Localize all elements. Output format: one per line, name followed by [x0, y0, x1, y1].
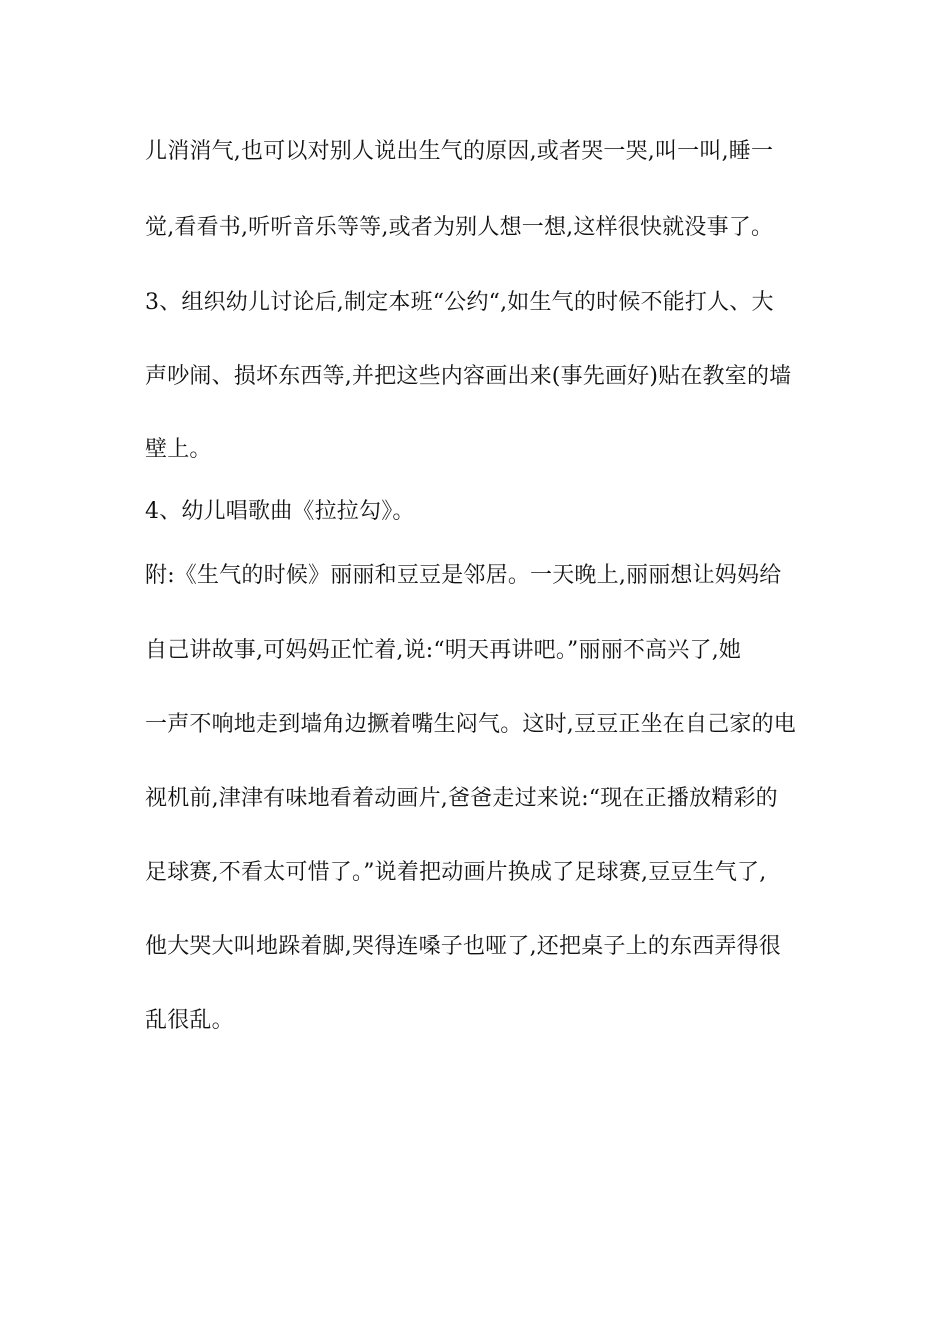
paragraph-line: 乱很乱。: [145, 1008, 234, 1033]
paragraph-line: 壁上。: [145, 437, 212, 462]
paragraph-line: 他大哭大叫地跺着脚,哭得连嗓子也哑了,还把桌子上的东西弄得很: [145, 934, 781, 959]
paragraph-line: 4、幼儿唱歌曲《拉拉勾》。: [145, 499, 415, 524]
paragraph-line: 儿消消气,也可以对别人说出生气的原因,或者哭一哭,叫一叫,睡一: [145, 139, 774, 164]
paragraph-line: 附:《生气的时候》丽丽和豆豆是邻居。一天晚上,丽丽想让妈妈给: [145, 563, 782, 588]
paragraph-line: 自己讲故事,可妈妈正忙着,说:“明天再讲吧。”丽丽不高兴了,她: [145, 638, 742, 663]
paragraph-line: 视机前,津津有味地看着动画片,爸爸走过来说:“现在正播放精彩的: [145, 786, 778, 811]
paragraph-line: 觉,看看书,听听音乐等等,或者为别人想一想,这样很快就没事了。: [145, 215, 774, 240]
paragraph-line: 一声不响地走到墙角边撅着嘴生闷气。这时,豆豆正坐在自己家的电: [145, 712, 796, 737]
paragraph-line: 足球赛,不看太可惜了。”说着把动画片换成了足球赛,豆豆生气了,: [145, 860, 767, 885]
paragraph-line: 声吵闹、损坏东西等,并把这些内容画出来(事先画好)贴在教室的墙: [145, 364, 792, 389]
paragraph-line: 3、组织幼儿讨论后,制定本班“公约“,如生气的时候不能打人、大: [145, 290, 774, 315]
